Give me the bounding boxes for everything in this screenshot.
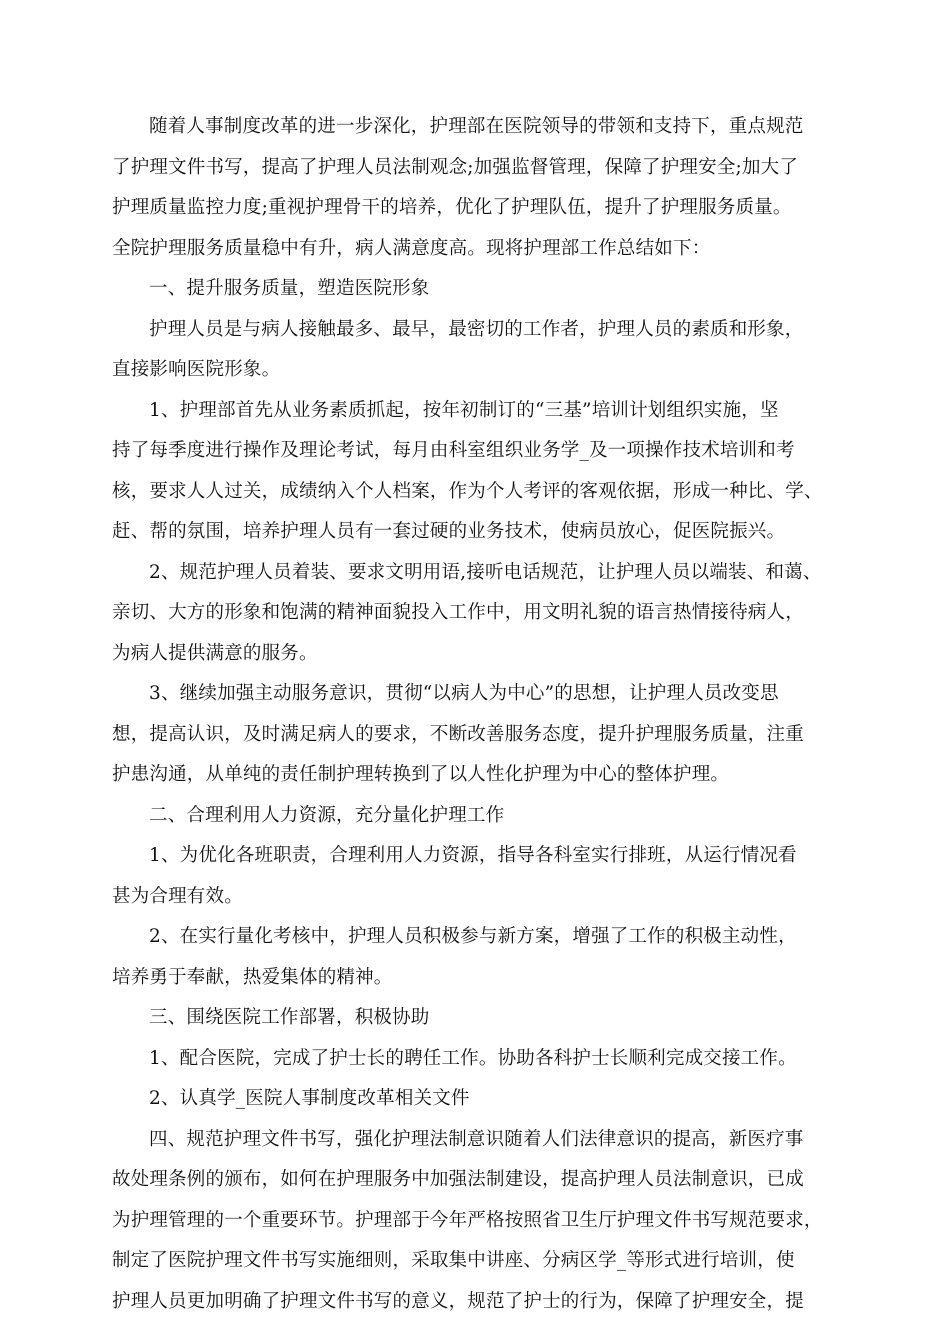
text-line: 三、围绕医院工作部署，积极协助	[149, 1007, 430, 1028]
text-line: 3、继续加强主动服务意识，贯彻“以病人为中心”的思想，让护理人员改变思	[149, 683, 779, 704]
text-line: 了护理文件书写，提高了护理人员法制观念;加强监督管理，保障了护理安全;加大了	[112, 156, 799, 178]
document-body	[112, 108, 862, 1323]
text-line: 2、规范护理人员着装、要求文明用语,接听电话规范，让护理人员以端装、和蔼、	[149, 561, 822, 583]
text-line: 1、为优化各班职责，合理利用人力资源，指导各科室实行排班，从运行情况看	[149, 845, 797, 866]
text-line: 一、提升服务质量，塑造医院形象	[149, 278, 430, 299]
text-line: 直接影响医院形象。	[112, 359, 281, 380]
text-line: 1、配合医院，完成了护士长的聘任工作。协助各科护士长顺利完成交接工作。	[149, 1047, 797, 1069]
text-line: 二、合理利用人力资源，充分量化护理工作	[149, 804, 505, 826]
text-line: 亲切、大方的形象和饱满的精神面貌投入工作中，用文明礼貌的语言热情接待病人，	[112, 602, 804, 623]
text-line: 持了每季度进行操作及理论考试，每月由科室组织业务学_及一项操作技术培训和考	[112, 440, 795, 461]
text-line: 制定了医院护理文件书写实施细则，采取集中讲座、分病区学_等形式进行培训，使	[112, 1250, 795, 1271]
text-line: 赶、帮的氛围，培养护理人员有一套过硬的业务技术，使病员放心，促医院振兴。	[112, 521, 786, 542]
text-line: 四、规范护理文件书写，强化护理法制意识随着人们法律意识的提高，新医疗事	[149, 1128, 804, 1150]
text-line: 核，要求人人过关，成绩纳入个人档案，作为个人考评的客观依据，形成一种比、学、	[112, 480, 823, 502]
text-line: 2、在实行量化考核中，护理人员积极参与新方案，增强了工作的积极主动性，	[149, 926, 797, 947]
text-line: 培养勇于奉献，热爱集体的精神。	[112, 966, 393, 988]
text-line: 护理人员是与病人接触最多、最早，最密切的工作者，护理人员的素质和形象，	[149, 318, 804, 340]
text-line: 1、护理部首先从业务素质抓起，按年初制订的“三基”培训计划组织实施，坚	[149, 399, 779, 421]
text-line: 为护理管理的一个重要环节。护理部于今年严格按照省卫生厅护理文件书写规范要求，	[112, 1209, 823, 1231]
text-line: 护理质量监控力度;重视护理骨干的培养，优化了护理队伍，提升了护理服务质量。	[112, 197, 792, 218]
text-line: 故处理条例的颁布，如何在护理服务中加强法制建设，提高护理人员法制意识，已成	[112, 1169, 804, 1190]
line-gap	[112, 1320, 862, 1324]
text-line: 随着人事制度改革的进一步深化，护理部在医院领导的带领和支持下，重点规范	[149, 116, 804, 137]
text-line: 护患沟通，从单纯的责任制护理转换到了以人性化护理为中心的整体护理。	[112, 764, 730, 785]
text-line: 甚为合理有效。	[112, 885, 243, 907]
text-line: 护理人员更加明确了护理文件书写的意义，规范了护士的行为，保障了护理安全，提	[112, 1290, 804, 1312]
text-line: 为病人提供满意的服务。	[112, 642, 318, 664]
text-line: 全院护理服务质量稳中有升，病人满意度高。现将护理部工作总结如下：	[112, 237, 711, 259]
text-line: 想，提高认识，及时满足病人的要求，不断改善服务态度，提升护理服务质量，注重	[112, 723, 804, 745]
text-line: 2、认真学_医院人事制度改革相关文件	[149, 1088, 470, 1109]
